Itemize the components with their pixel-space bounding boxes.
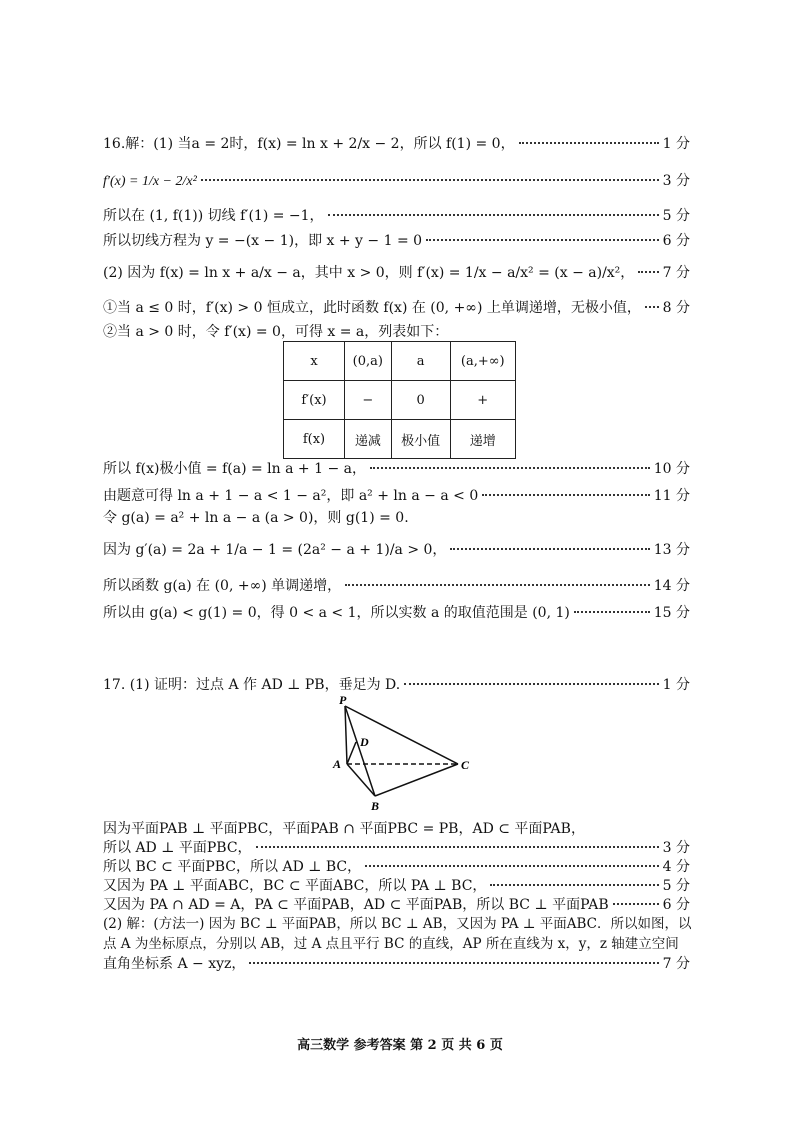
score: 7 分 — [662, 265, 690, 281]
edge-pa — [345, 706, 347, 764]
q17-line-3 — [103, 839, 690, 857]
score: 10 分 — [653, 461, 690, 477]
score: 1 分 — [662, 136, 690, 152]
q16-line-2 — [103, 172, 690, 191]
q16-line-9 — [103, 487, 690, 505]
q16-line-11-text: 因为 g′(a) = 2a + 1/a − 1 = (2a² − a + 1)/a > 0， — [103, 542, 447, 558]
q16-line-6-text: ①当 a ≤ 0 时，f′(x) > 0 恒成立，此时函数 f(x) 在 (0, +∞) 上单调递增，无极小值， — [103, 300, 641, 316]
label-p: P — [339, 694, 347, 707]
q17-line-2: 因为平面PAB ⊥ 平面PBC，平面PAB ∩ 平面PBC = PB，AD ⊂ 平面PAB， — [103, 821, 585, 837]
table-row — [284, 420, 516, 459]
q16-line-13-text: 所以由 g(a) < g(1) = 0，得 0 < a < 1，所以实数 a 的取值范围是 (0, 1) — [103, 605, 570, 621]
geometry-figure — [325, 694, 485, 818]
label-c: C — [461, 758, 470, 772]
q17-line-9-text: 直角坐标系 A − xyz， — [103, 956, 246, 972]
score: 4 分 — [662, 859, 690, 875]
score: 5 分 — [662, 878, 690, 894]
q16-line-3 — [103, 207, 690, 225]
leader-dots — [519, 142, 659, 144]
leader-dots — [613, 903, 659, 905]
q17-line-5-text: 又因为 PA ⊥ 平面ABC，BC ⊂ 平面ABC，所以 PA ⊥ BC， — [103, 878, 487, 894]
q16-line-4-text: 所以切线方程为 y = −(x − 1)，即 x + y − 1 = 0 — [103, 233, 423, 249]
leader-dots — [404, 683, 658, 685]
table-cell: − — [345, 381, 392, 420]
leader-dots — [450, 548, 649, 550]
leader-dots — [574, 611, 650, 613]
label-b: B — [371, 799, 380, 813]
q16-line-5-text: (2) 因为 f(x) = ln x + a/x − a，其中 x > 0，则 f′(x) = 1/x − a/x² = (x − a)/x²， — [103, 265, 635, 281]
leader-dots — [490, 884, 658, 886]
edge-bc — [375, 764, 458, 796]
q17-line-4-text: 所以 BC ⊂ 平面PBC，所以 AD ⊥ BC， — [103, 859, 362, 875]
q16-line-7: ②当 a > 0 时，令 f′(x) = 0，可得 x = a，列表如下： — [103, 324, 449, 340]
score: 13 分 — [653, 542, 690, 558]
q16-line-1 — [103, 135, 690, 153]
score: 14 分 — [653, 578, 690, 594]
score: 11 分 — [653, 488, 690, 504]
table-row — [284, 381, 516, 420]
q17-line-8: 点 A 为坐标原点，分别以 AB，过 A 点且平行 BC 的直线，AP 所在直线为 x，y，z 轴建立空间 — [103, 936, 679, 952]
q17-line-3-text: 所以 AD ⊥ 平面PBC， — [103, 840, 252, 856]
table-cell: f′(x) — [284, 381, 345, 420]
q16-line-8-text: 所以 f(x)极小值 = f(a) = ln a + 1 − a， — [103, 461, 366, 477]
table-cell: f(x) — [284, 420, 345, 459]
pyramid-diagram — [325, 694, 485, 814]
score: 5 分 — [662, 208, 690, 224]
leader-dots — [645, 306, 659, 308]
q17-line-6-text: 又因为 PA ∩ AD = A，PA ⊂ 平面PAB，AD ⊂ 平面PAB，所以 BC ⊥ 平面PAB — [103, 897, 609, 913]
table-cell: 0 — [391, 381, 450, 420]
leader-dots — [249, 962, 658, 964]
label-d: D — [360, 735, 369, 749]
table-row — [284, 342, 516, 381]
table-cell: x — [284, 342, 345, 381]
score: 8 分 — [662, 300, 690, 316]
table-cell: 递减 — [345, 420, 392, 459]
table-cell: (a,+∞) — [450, 342, 516, 381]
q16-line-1-text: 16.解：(1) 当a = 2时，f(x) = ln x + 2/x − 2，所以 f(1) = 0， — [103, 136, 515, 152]
q16-line-4 — [103, 232, 690, 250]
leader-dots — [370, 467, 650, 469]
leader-dots — [345, 584, 650, 586]
q17-line-9 — [103, 955, 690, 973]
q17-line-6 — [103, 896, 690, 914]
leader-dots — [365, 865, 659, 867]
q16-line-13 — [103, 604, 690, 622]
q17-line-7: (2) 解：(方法一) 因为 BC ⊥ 平面PAB，所以 BC ⊥ AB，又因为 PA ⊥ 平面ABC．所以如图，以 — [103, 916, 692, 932]
score: 3 分 — [662, 840, 690, 856]
q16-line-11 — [103, 541, 690, 559]
segment-ad — [347, 742, 356, 764]
q16-line-6 — [103, 299, 690, 317]
table-cell: 极小值 — [391, 420, 450, 459]
leader-dots — [482, 494, 650, 496]
leader-dots — [256, 846, 659, 848]
q16-line-3-text: 所以在 (1, f(1)) 切线 f′(1) = −1， — [103, 208, 324, 224]
leader-dots — [426, 239, 659, 241]
q16-line-12 — [103, 577, 690, 595]
leader-dots — [638, 271, 658, 273]
table-cell: a — [391, 342, 450, 381]
leader-dots — [201, 179, 659, 181]
q16-line-12-text: 所以函数 g(a) 在 (0, +∞) 单调递增， — [103, 578, 342, 594]
q17-line-5 — [103, 877, 690, 895]
q17-line-1 — [103, 676, 690, 694]
label-a: A — [333, 757, 342, 771]
table-cell: + — [450, 381, 516, 420]
edge-ab — [347, 764, 375, 796]
score: 7 分 — [662, 956, 690, 972]
table-cell: (0,a) — [345, 342, 392, 381]
q16-line-8 — [103, 460, 690, 478]
q17-line-4 — [103, 858, 690, 876]
q16-line-9-text: 由题意可得 ln a + 1 − a < 1 − a²，即 a² + ln a − a < 0 — [103, 488, 479, 504]
leader-dots — [328, 214, 659, 216]
q16-line-10: 令 g(a) = a² + ln a − a (a > 0)，则 g(1) = 0. — [103, 510, 409, 526]
q17-line-1-text: 17. (1) 证明：过点 A 作 AD ⊥ PB，垂足为 D. — [103, 677, 401, 693]
q16-line-2-text: f′(x) = 1/x − 2/x² — [103, 174, 197, 189]
variation-table — [283, 341, 516, 459]
table-cell: 递增 — [450, 420, 516, 459]
score: 15 分 — [653, 605, 690, 621]
score: 3 分 — [662, 173, 690, 189]
score: 6 分 — [662, 897, 690, 913]
score: 1 分 — [662, 677, 690, 693]
score: 6 分 — [662, 233, 690, 249]
page-footer: 高三数学 参考答案 第 2 页 共 6 页 — [297, 1038, 503, 1053]
q16-line-5 — [103, 264, 690, 282]
